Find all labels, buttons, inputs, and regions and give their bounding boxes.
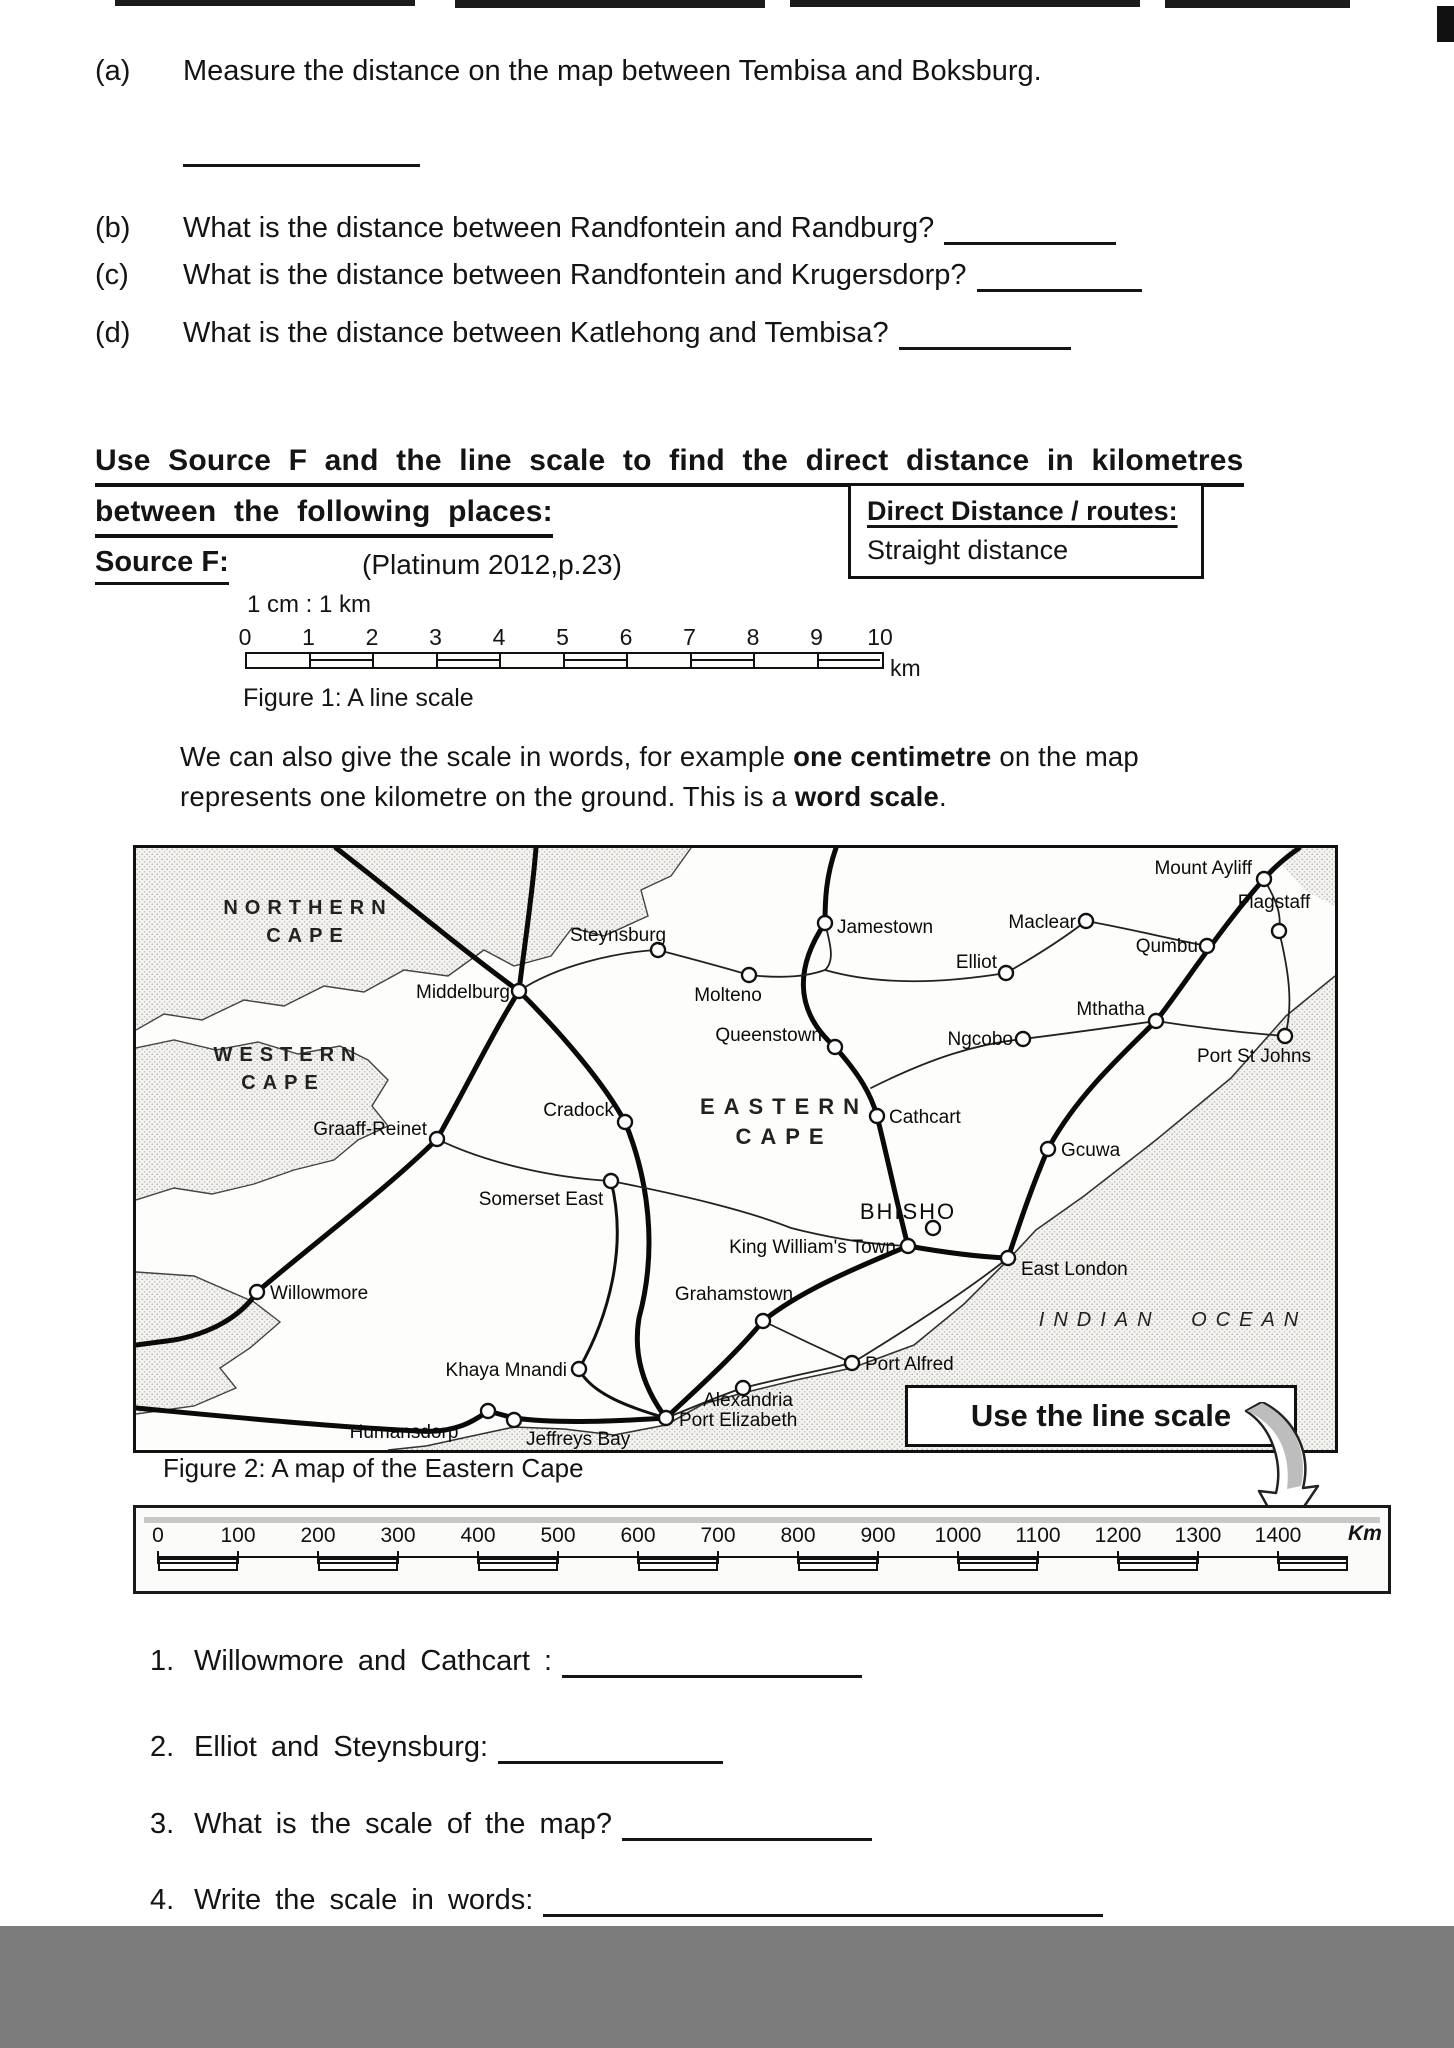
figure1-scale-segment <box>311 654 375 667</box>
town-label: Qumbu <box>1135 936 1198 957</box>
town-label: Molteno <box>694 985 762 1006</box>
paragraph-text: We can also give the scale in words, for example <box>180 741 794 772</box>
figure1-scale-segment <box>628 654 692 667</box>
town-label: Mthatha <box>1076 999 1145 1020</box>
question-a-text: Measure the distance on the map between Tembisa and Boksburg. <box>183 55 1042 87</box>
question-a <box>95 55 1042 88</box>
town-label: BHISHO <box>859 1199 957 1224</box>
town-marker <box>1200 939 1214 953</box>
town-label: Elliot <box>955 952 997 973</box>
town-label: Maclear <box>1008 912 1076 933</box>
km-scale-tick-label: 1000 <box>934 1524 982 1547</box>
figure1-scale-segment <box>755 654 819 667</box>
km-scale-tick-label: 500 <box>540 1524 576 1547</box>
km-scale-tick-label: 1200 <box>1094 1524 1142 1547</box>
bottom-question-3-number: 3. <box>150 1808 175 1840</box>
figure1-scale-segment <box>247 654 311 667</box>
paragraph-text: . <box>938 781 947 812</box>
figure1-scale-segment <box>438 654 502 667</box>
town-marker <box>618 1115 632 1129</box>
town-label: Cathcart <box>889 1107 961 1128</box>
answer-line-3[interactable] <box>622 1808 872 1841</box>
answer-line-b[interactable] <box>944 212 1116 245</box>
km-scale-tick-label: 600 <box>620 1524 656 1547</box>
km-scale-filled-segment <box>798 1558 878 1571</box>
bottom-question-4 <box>150 1884 1103 1917</box>
km-scale-filled-segment <box>158 1558 238 1571</box>
km-scale-tick-label: 100 <box>220 1524 256 1547</box>
town-marker <box>901 1239 915 1253</box>
figure2-caption: Figure 2: A map of the Eastern Cape <box>163 1453 584 1483</box>
answer-line-4[interactable] <box>543 1884 1103 1917</box>
town-marker <box>828 1040 842 1054</box>
km-scale-tick-label: 1400 <box>1254 1524 1302 1547</box>
paragraph-text: represents one kilometre on the ground. This is a <box>180 781 795 812</box>
scan-mark <box>1437 6 1454 42</box>
town-marker <box>999 966 1013 980</box>
town-marker <box>742 968 756 982</box>
bottom-question-1-text: Willowmore and Cathcart : <box>194 1645 553 1677</box>
km-line-scale-box <box>133 1505 1391 1594</box>
question-d <box>95 317 1071 350</box>
town-label: Port St Johns <box>1196 1046 1312 1067</box>
word-scale-paragraph <box>180 737 1390 817</box>
figure1-tick-label: 4 <box>492 624 506 650</box>
scan-edge-bottom <box>0 1926 1454 2048</box>
paragraph-text: on the map <box>991 741 1139 772</box>
direct-distance-subtitle: Straight distance <box>867 535 1069 565</box>
town-marker <box>1257 872 1271 886</box>
bottom-question-3-text: What is the scale of the map? <box>194 1808 613 1840</box>
town-label: Willowmore <box>270 1283 369 1304</box>
scan-edge-top <box>790 0 1140 7</box>
town-marker <box>870 1109 884 1123</box>
km-scale-tick-label: 900 <box>860 1524 896 1547</box>
town-marker <box>1041 1142 1055 1156</box>
town-label: Port Elizabeth <box>679 1410 798 1431</box>
source-f-label: Source F: <box>95 546 229 585</box>
question-d-label: (d) <box>95 317 131 349</box>
eastern-cape-map <box>133 845 1338 1453</box>
town-label: Port Alfred <box>865 1354 954 1375</box>
km-scale-filled-segment <box>1118 1558 1198 1571</box>
town-label: Middelburg <box>416 982 510 1003</box>
town-marker <box>1016 1032 1030 1046</box>
section-heading-line1: Use Source F and the line scale to find the direct distance in kilometres <box>95 444 1244 487</box>
town-label: Steynsburg <box>570 925 667 946</box>
question-a-label: (a) <box>95 55 131 87</box>
scan-edge-top <box>115 0 415 6</box>
town-label: Somerset East <box>478 1189 604 1210</box>
town-marker <box>1149 1014 1163 1028</box>
bottom-question-1 <box>150 1645 862 1678</box>
figure1-tick-label: 3 <box>429 624 442 650</box>
figure1-scale-segment <box>374 654 438 667</box>
figure1-tick-label: 7 <box>683 624 696 650</box>
town-marker <box>572 1362 586 1376</box>
town-marker <box>1079 914 1093 928</box>
town-marker <box>604 1174 618 1188</box>
secondary-road <box>579 1181 666 1418</box>
province-label: WESTERN <box>213 1044 363 1066</box>
paragraph-bold-word-scale: word scale <box>794 781 939 812</box>
town-marker <box>430 1132 444 1146</box>
question-c-text: What is the distance between Randfontein and Krugersdorp? <box>183 259 967 291</box>
km-scale-filled-segment <box>638 1558 718 1571</box>
answer-line-a[interactable] <box>183 130 420 167</box>
town-marker <box>481 1404 495 1418</box>
figure1-caption: Figure 1: A line scale <box>243 684 474 712</box>
km-scale-filled-segment <box>478 1558 558 1571</box>
figure1-tick-label: 10 <box>867 624 893 650</box>
km-scale-tick-label: 200 <box>300 1524 336 1547</box>
section-heading-line2: between the following places: <box>95 495 553 538</box>
answer-line-1[interactable] <box>562 1645 862 1678</box>
figure1-tick-label: 0 <box>238 624 252 650</box>
town-label: Khaya Mnandi <box>445 1360 567 1381</box>
town-marker <box>250 1285 264 1299</box>
bottom-question-2-number: 2. <box>150 1731 175 1763</box>
word-scale-ratio: 1 cm : 1 km <box>247 591 372 618</box>
question-b <box>95 212 1116 245</box>
town-label: King William's Town <box>729 1237 896 1258</box>
answer-line-c[interactable] <box>977 259 1142 292</box>
province-label: NORTHERN <box>223 897 393 919</box>
km-scale-tick-label: 400 <box>460 1524 496 1547</box>
town-marker <box>507 1413 521 1427</box>
question-b-text: What is the distance between Randfontein and Randburg? <box>183 212 935 244</box>
figure1-tick-label: 9 <box>810 624 823 650</box>
bottom-question-2-text: Elliot and Steynsburg: <box>194 1731 489 1763</box>
province-label: CAPE <box>735 1124 833 1149</box>
bottom-question-4-text: Write the scale in words: <box>194 1884 534 1916</box>
km-scale-tick-label: 0 <box>152 1524 164 1547</box>
town-label: Mount Ayliff <box>1154 858 1252 879</box>
km-scale-tick-label: 700 <box>700 1524 736 1547</box>
bottom-question-4-number: 4. <box>150 1884 175 1916</box>
town-label: Graaff-Reinet <box>313 1119 427 1140</box>
town-label: Humansdorp <box>349 1422 459 1443</box>
direct-distance-title: Direct Distance / routes: <box>867 496 1178 526</box>
bottom-question-2 <box>150 1731 723 1764</box>
town-label: Grahamstown <box>674 1284 794 1305</box>
figure1-tick-label: 5 <box>556 624 569 650</box>
km-scale-filled-segment <box>1278 1558 1348 1571</box>
town-marker <box>659 1411 673 1425</box>
figure1-scale-bar <box>245 652 884 669</box>
province-label: CAPE <box>241 1072 325 1094</box>
figure1-tick-label: 1 <box>302 624 315 650</box>
figure1-scale-segment <box>819 654 881 667</box>
town-label: Gcuwa <box>1061 1140 1121 1161</box>
town-marker <box>512 984 526 998</box>
answer-line-2[interactable] <box>498 1731 723 1764</box>
town-label: Ngcobo <box>947 1029 1013 1050</box>
town-marker <box>1001 1251 1015 1265</box>
figure1-scale-segment <box>692 654 756 667</box>
town-marker <box>1272 924 1286 938</box>
question-c-label: (c) <box>95 259 129 291</box>
km-scale-unit: Km <box>1348 1522 1382 1545</box>
km-scale-tick-label: 1100 <box>1015 1524 1061 1547</box>
town-label: Queenstown <box>715 1025 822 1046</box>
km-scale-filled-segment <box>958 1558 1038 1571</box>
question-d-text: What is the distance between Katlehong and Tembisa? <box>183 317 889 349</box>
scan-smudge <box>144 1517 1380 1523</box>
figure1-scale-segment <box>565 654 629 667</box>
town-label: Jeffreys Bay <box>526 1429 631 1450</box>
town-label: Cradock <box>543 1100 614 1121</box>
scan-edge-top <box>455 0 765 8</box>
ocean-label: INDIAN OCEAN <box>1038 1309 1308 1331</box>
town-label: Jamestown <box>837 917 934 938</box>
bottom-question-3 <box>150 1808 872 1841</box>
answer-line-d[interactable] <box>899 317 1071 350</box>
town-marker <box>845 1356 859 1370</box>
km-scale-tick-label: 800 <box>780 1524 816 1547</box>
town-marker <box>1278 1029 1292 1043</box>
source-f-reference: (Platinum 2012,p.23) <box>362 549 622 580</box>
figure1-unit: km <box>890 655 921 681</box>
figure1-tick-label: 2 <box>365 624 379 650</box>
figure1-tick-label: 8 <box>746 624 760 650</box>
direct-distance-box <box>848 483 1204 579</box>
bottom-question-1-number: 1. <box>150 1645 175 1677</box>
km-scale-tick-label: 300 <box>380 1524 416 1547</box>
figure1-tick-label: 6 <box>619 624 633 650</box>
town-label: East London <box>1021 1259 1128 1280</box>
town-label: Flagstaff <box>1237 892 1311 913</box>
scan-edge-top <box>1165 0 1350 8</box>
town-marker <box>818 916 832 930</box>
town-marker <box>756 1314 770 1328</box>
question-b-label: (b) <box>95 212 131 244</box>
paragraph-bold-one-centimetre: one centimetre <box>793 741 992 772</box>
province-label: EASTERN <box>699 1094 869 1119</box>
town-label: Alexandria <box>703 1390 793 1411</box>
use-line-scale-text: Use the line scale <box>970 1398 1232 1433</box>
km-scale-tick-label: 1300 <box>1174 1524 1222 1547</box>
question-c <box>95 259 1142 292</box>
province-label: CAPE <box>266 925 350 947</box>
km-scale-filled-segment <box>318 1558 398 1571</box>
figure1-scale-segment <box>501 654 565 667</box>
